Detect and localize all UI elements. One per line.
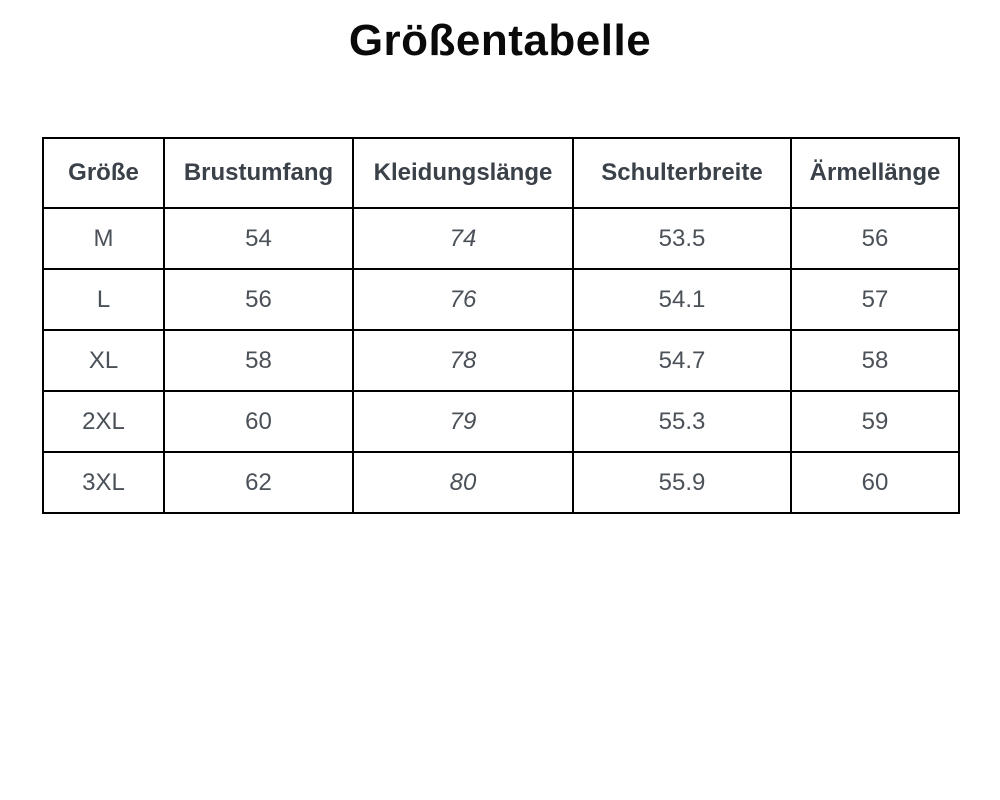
cell-sleeve: 60 [791,452,959,513]
cell-chest: 56 [164,269,353,330]
cell-garment-length: 76 [353,269,573,330]
table-header [43,138,959,208]
cell-garment-length: 80 [353,452,573,513]
table-row [43,330,959,391]
cell-shoulder: 54.7 [573,330,791,391]
cell-garment-length: 78 [353,330,573,391]
cell-shoulder: 53.5 [573,208,791,269]
cell-sleeve: 58 [791,330,959,391]
cell-sleeve: 56 [791,208,959,269]
header-cell-brustumfang: Brustumfang [164,138,353,208]
cell-chest: 60 [164,391,353,452]
table-body [43,208,959,513]
cell-chest: 62 [164,452,353,513]
cell-chest: 58 [164,330,353,391]
cell-size: 2XL [43,391,164,452]
cell-garment-length: 74 [353,208,573,269]
cell-garment-length: 79 [353,391,573,452]
table-row [43,452,959,513]
header-cell-groesse: Größe [43,138,164,208]
table-row [43,208,959,269]
cell-sleeve: 59 [791,391,959,452]
table-row [43,391,959,452]
cell-size: M [43,208,164,269]
cell-sleeve: 57 [791,269,959,330]
header-cell-schulterbreite: Schulterbreite [573,138,791,208]
size-table [42,137,960,514]
cell-size: L [43,269,164,330]
cell-shoulder: 55.9 [573,452,791,513]
cell-size: 3XL [43,452,164,513]
header-cell-kleidungslaenge: Kleidungslänge [353,138,573,208]
cell-size: XL [43,330,164,391]
header-row [43,138,959,208]
page-title: Größentabelle [348,16,652,65]
table-row [43,269,959,330]
header-cell-aermellaenge: Ärmellänge [791,138,959,208]
cell-chest: 54 [164,208,353,269]
cell-shoulder: 54.1 [573,269,791,330]
cell-shoulder: 55.3 [573,391,791,452]
